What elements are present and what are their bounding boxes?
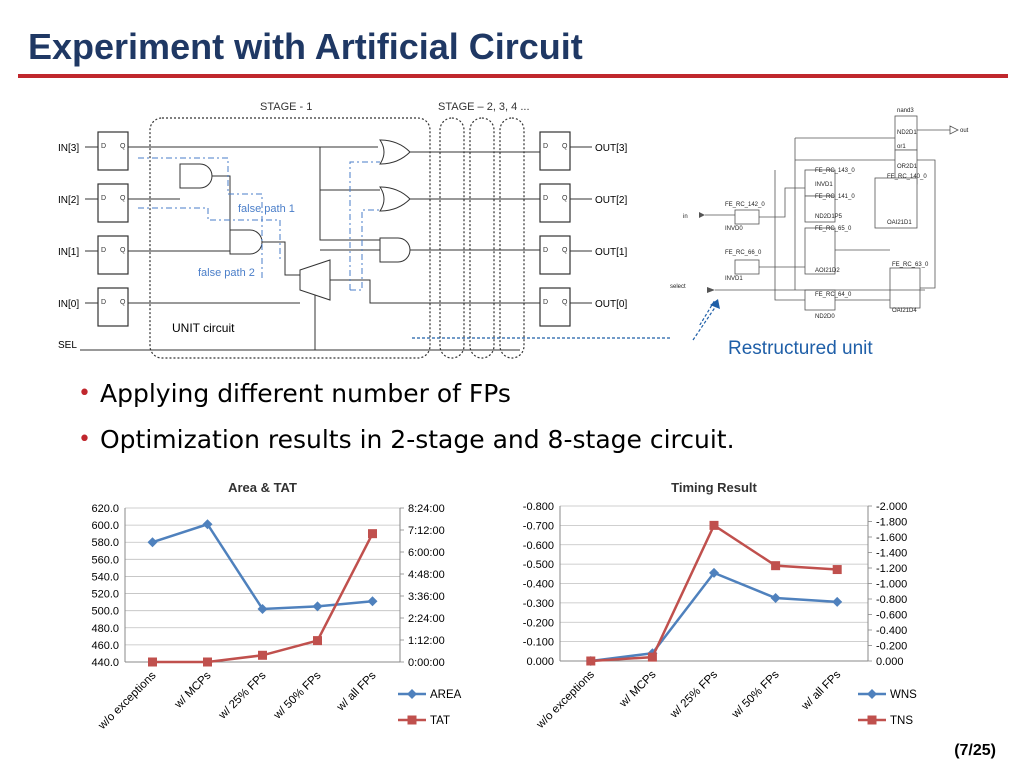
netlist-cell: FE_RC_142_0 xyxy=(725,202,765,208)
input-label: IN[3] xyxy=(58,143,80,154)
svg-text:D: D xyxy=(101,299,107,306)
netlist-cell: OR2D1 xyxy=(897,164,918,170)
netlist-in-label: in xyxy=(683,214,688,220)
y-tick-label-left: 440.0 xyxy=(91,657,119,669)
legend-label: WNS xyxy=(890,689,917,701)
data-point-tat xyxy=(148,658,157,667)
data-point-wns xyxy=(832,597,842,607)
data-point-tat xyxy=(258,651,267,660)
data-point-area xyxy=(148,537,158,547)
output-label: OUT[3] xyxy=(595,143,628,154)
y-tick-label-right: -1.200 xyxy=(876,563,908,575)
y-tick-label-left: 540.0 xyxy=(91,571,119,584)
chart-title: Area & TAT xyxy=(228,480,297,495)
y-tick-label-right: 0:00:00 xyxy=(408,657,445,669)
netlist-cell: FE_RC_141_0 xyxy=(815,194,855,200)
y-tick-label-left: -0.100 xyxy=(522,636,554,649)
svg-text:D: D xyxy=(101,247,107,254)
x-tick-label: w/ 50% FPs xyxy=(729,668,782,721)
data-point-area xyxy=(368,596,378,606)
slide-title: Experiment with Artificial Circuit xyxy=(28,26,583,67)
data-point-tat xyxy=(313,636,322,645)
input-label: IN[0] xyxy=(58,299,80,310)
y-tick-label-left: 500.0 xyxy=(91,605,119,618)
y-tick-label-left: 480.0 xyxy=(91,622,119,635)
svg-text:Q: Q xyxy=(120,247,126,254)
y-tick-label-right: -1.400 xyxy=(876,547,908,560)
netlist-cell: ND2D1 xyxy=(897,130,917,136)
title-rule xyxy=(18,74,1008,78)
y-tick-label-right: -1.000 xyxy=(876,578,908,591)
y-tick-label-right: 4:48:00 xyxy=(408,569,445,581)
netlist-cell: AOI21D2 xyxy=(815,268,840,274)
netlist-cell: INVD1 xyxy=(725,276,743,282)
input-label: IN[1] xyxy=(58,247,80,258)
timing-result-chart xyxy=(500,470,950,760)
data-point-tns xyxy=(771,561,780,570)
legend-label: TAT xyxy=(430,715,451,727)
false-path-2-label: false path 2 xyxy=(198,267,255,279)
netlist-cell: FE_RC_140_0 xyxy=(887,174,927,180)
stage1-label: STAGE - 1 xyxy=(260,101,313,113)
output-label: OUT[0] xyxy=(595,299,628,310)
area-tat-chart xyxy=(20,470,500,760)
y-tick-label-left: 520.0 xyxy=(91,588,119,601)
netlist-cell: OAI21D4 xyxy=(892,308,917,314)
netlist-cell: INVD1 xyxy=(815,182,833,188)
legend-marker xyxy=(408,716,417,725)
y-tick-label-left: 560.0 xyxy=(91,554,119,567)
legend-marker xyxy=(407,689,417,699)
svg-text:Q: Q xyxy=(120,299,126,306)
netlist-cell: FE_RC_143_0 xyxy=(815,168,855,174)
x-tick-label: w/o exceptions xyxy=(534,668,597,731)
connector-arrow xyxy=(690,295,730,345)
netlist-cell: INVD0 xyxy=(725,226,743,232)
input-label: IN[2] xyxy=(58,195,80,206)
data-point-wns xyxy=(771,593,781,603)
legend-marker xyxy=(868,716,877,725)
legend-label: TNS xyxy=(890,715,913,727)
x-tick-label: w/ MCPs xyxy=(172,669,214,711)
svg-text:Q: Q xyxy=(120,195,126,202)
false-path-1-label: false path 1 xyxy=(238,203,295,215)
x-tick-label: w/ all FPs xyxy=(334,669,379,714)
netlist-cell: ND2D0 xyxy=(815,314,835,320)
y-tick-label-left: 580.0 xyxy=(91,537,119,550)
svg-text:D: D xyxy=(543,299,549,306)
svg-text:Q: Q xyxy=(120,143,126,150)
data-point-tns xyxy=(710,521,719,530)
series-line-tns xyxy=(591,525,837,661)
y-tick-label-right: -0.800 xyxy=(876,594,908,606)
data-point-area xyxy=(313,601,323,611)
y-tick-label-left: 0.000 xyxy=(526,656,554,668)
y-tick-label-right: 3:36:00 xyxy=(408,591,445,603)
y-tick-label-left: -0.200 xyxy=(522,617,554,630)
data-point-tns xyxy=(586,657,595,666)
bullet-list xyxy=(78,378,735,470)
unit-circuit-label: UNIT circuit xyxy=(172,321,235,335)
y-tick-label-left: -0.500 xyxy=(522,559,554,572)
netlist-cell: ND2D1P5 xyxy=(815,214,843,220)
output-label: OUT[1] xyxy=(595,247,628,258)
svg-text:Q: Q xyxy=(562,195,568,202)
y-tick-label-right: -2.000 xyxy=(876,501,908,513)
bullet-item: • Optimization results in 2-stage and 8-stage circuit. xyxy=(78,425,735,454)
circuit-diagram xyxy=(40,90,680,370)
output-label: OUT[2] xyxy=(595,195,628,206)
svg-text:D: D xyxy=(543,195,549,202)
x-tick-label: w/ all FPs xyxy=(799,668,844,713)
netlist-cell: or1 xyxy=(897,144,906,150)
svg-text:D: D xyxy=(101,195,107,202)
restructured-netlist xyxy=(665,100,985,325)
netlist-cell: FE_RC_66_0 xyxy=(725,250,762,256)
x-tick-label: w/ 25% FPs xyxy=(668,668,721,721)
y-tick-label-right: -0.200 xyxy=(876,640,908,653)
y-tick-label-left: 460.0 xyxy=(91,639,119,652)
y-tick-label-right: 6:00:00 xyxy=(408,547,445,559)
svg-text:D: D xyxy=(543,143,549,150)
y-tick-label-right: 8:24:00 xyxy=(408,503,445,515)
svg-text:Q: Q xyxy=(562,247,568,254)
svg-text:D: D xyxy=(543,247,549,254)
y-tick-label-right: 7:12:00 xyxy=(408,525,445,537)
chart-title: Timing Result xyxy=(671,480,757,495)
x-tick-label: w/ 25% FPs xyxy=(216,669,269,722)
stage-rest-label: STAGE – 2, 3, 4 ... xyxy=(438,101,530,113)
data-point-tat xyxy=(368,529,377,538)
page-number: (7/25) xyxy=(954,742,996,759)
legend-marker xyxy=(867,689,877,699)
netlist-cell: FE_RC_65_0 xyxy=(815,226,852,232)
svg-text:D: D xyxy=(101,143,107,150)
x-tick-label: w/ 50% FPs xyxy=(271,669,324,722)
y-tick-label-right: -1.800 xyxy=(876,516,908,529)
netlist-cell: OAI21D1 xyxy=(887,220,912,226)
sel-label: SEL xyxy=(58,340,77,351)
y-tick-label-left: -0.300 xyxy=(522,597,554,610)
data-point-tat xyxy=(203,658,212,667)
data-point-tns xyxy=(648,653,657,662)
netlist-out-label: out xyxy=(960,128,969,134)
y-tick-label-left: -0.800 xyxy=(522,501,554,513)
y-tick-label-left: 620.0 xyxy=(91,503,119,515)
y-tick-label-left: -0.400 xyxy=(522,578,554,591)
y-tick-label-right: -0.400 xyxy=(876,625,908,637)
y-tick-label-left: 600.0 xyxy=(91,520,119,533)
data-point-tns xyxy=(833,565,842,574)
netlist-select-label: select xyxy=(670,284,686,290)
x-tick-label: w/ MCPs xyxy=(617,668,659,710)
y-tick-label-left: -0.700 xyxy=(522,520,554,533)
y-tick-label-left: -0.600 xyxy=(522,539,554,552)
legend-label: AREA xyxy=(430,689,462,701)
y-tick-label-right: 0.000 xyxy=(876,656,904,668)
netlist-cell: FE_RC_63_0 xyxy=(892,262,929,268)
y-tick-label-right: 1:12:00 xyxy=(408,635,445,647)
y-tick-label-right: -1.600 xyxy=(876,532,908,544)
restructured-unit-label: Restructured unit xyxy=(728,338,873,359)
svg-text:Q: Q xyxy=(562,299,568,306)
x-tick-label: w/o exceptions xyxy=(96,669,159,732)
series-line-tat xyxy=(153,534,373,662)
netlist-cell: nand3 xyxy=(897,108,914,114)
netlist-cell: FE_RC_64_0 xyxy=(815,292,852,298)
svg-text:Q: Q xyxy=(562,143,568,150)
y-tick-label-right: -0.600 xyxy=(876,609,908,622)
bullet-item: • Applying different number of FPs xyxy=(78,379,511,408)
y-tick-label-right: 2:24:00 xyxy=(408,613,445,625)
series-line-wns xyxy=(591,573,837,661)
